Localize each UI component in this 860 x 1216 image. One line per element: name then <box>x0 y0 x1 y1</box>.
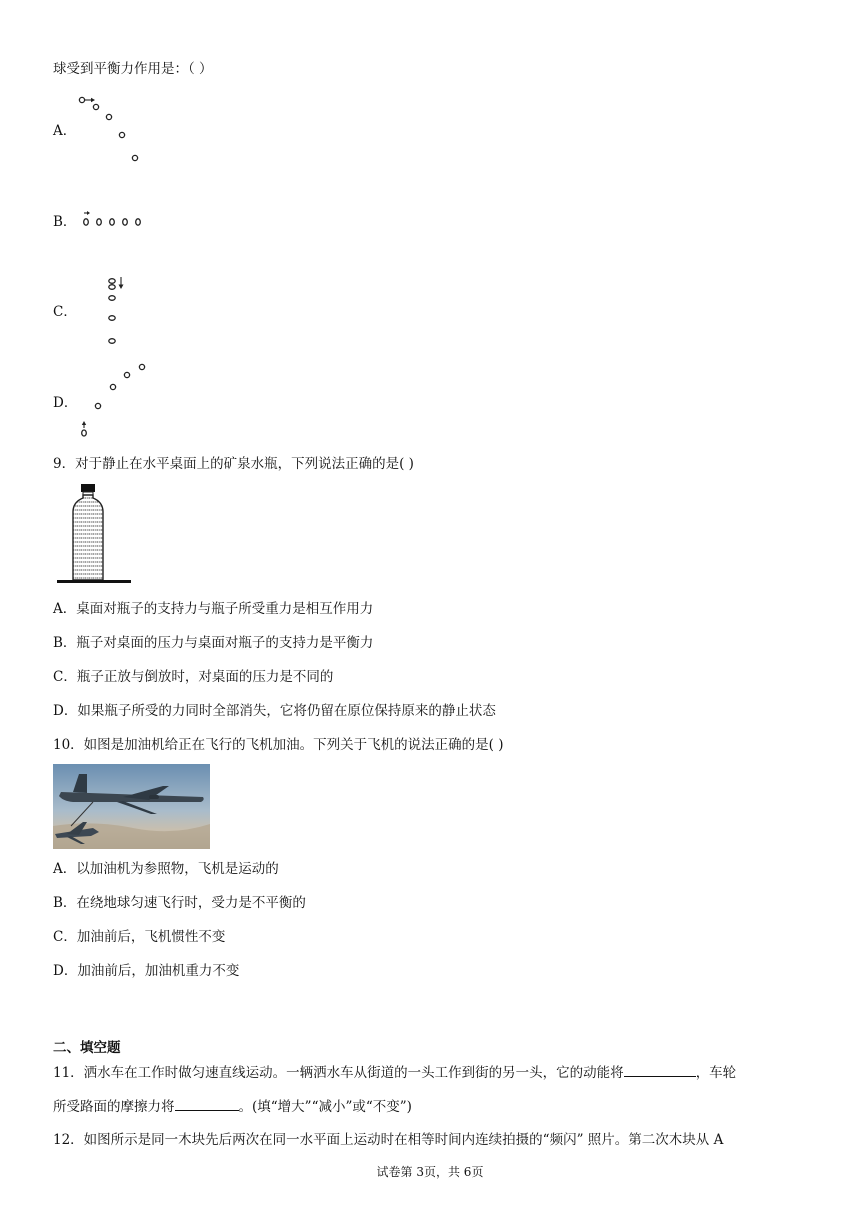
q10-option-a: A．以加油机为参照物，飞机是运动的 <box>53 861 279 877</box>
q8-option-a-label: A． <box>53 123 77 139</box>
q10-option-b: B．在绕地球匀速飞行时，受力是不平衡的 <box>53 895 306 911</box>
q9-option-a: A．桌面对瓶子的支持力与瓶子所受重力是相互作用力 <box>53 601 374 617</box>
q10-stem: 10．如图是加油机给正在飞行的飞机加油。下列关于飞机的说法正确的是( ) <box>53 737 504 753</box>
q8-option-b-figure <box>80 208 150 232</box>
q12-stem: 12．如图所示是同一木块先后两次在同一水平面上运动时在相等时间内连续拍摄的“频闪” 照片。第二次木块从 A <box>53 1132 724 1148</box>
q9-option-c: C．瓶子正放与倒放时，对桌面的压力是不同的 <box>53 669 334 685</box>
q8-option-a-figure <box>78 94 148 194</box>
q9-option-b: B．瓶子对桌面的压力与桌面对瓶子的支持力是平衡力 <box>53 635 374 651</box>
q11-line1 <box>53 1063 736 1082</box>
q11-text-2: ，车轮 <box>695 1065 737 1081</box>
q11-blank-1[interactable] <box>624 1063 696 1077</box>
q8-option-d-figure <box>76 360 156 440</box>
q11-text-3: 所受路面的摩擦力将 <box>53 1099 175 1115</box>
q11-text-1: 11．洒水车在工作时做匀速直线运动。一辆洒水车从街道的一头工作到街的另一头，它的动能将 <box>53 1065 624 1081</box>
q9-option-d: D．如果瓶子所受的力同时全部消失，它将仍留在原位保持原来的静止状态 <box>53 703 496 719</box>
page-footer: 试卷第 3页，共 6页 <box>376 1165 484 1179</box>
q9-bottle-figure <box>57 484 133 586</box>
q8-option-b-label: B． <box>53 214 77 230</box>
section-title: 二、填空题 <box>53 1040 121 1056</box>
q8-option-c-label: C． <box>53 304 77 320</box>
q11-blank-2[interactable] <box>175 1097 239 1111</box>
q11-line2 <box>53 1097 412 1116</box>
q8-option-d-label: D． <box>53 395 78 411</box>
q9-stem: 9．对于静止在水平桌面上的矿泉水瓶，下列说法正确的是( ) <box>53 456 414 472</box>
q8-option-c-figure <box>104 274 134 352</box>
q10-option-c: C．加油前后，飞机惯性不变 <box>53 929 226 945</box>
q10-refueling-photo <box>53 764 210 849</box>
q10-option-d: D．加油前后，加油机重力不变 <box>53 963 240 979</box>
q11-text-4: 。(填“增大”“减小”或“不变”) <box>238 1099 412 1115</box>
q8-stem: 球受到平衡力作用是：（ ） <box>53 61 213 77</box>
